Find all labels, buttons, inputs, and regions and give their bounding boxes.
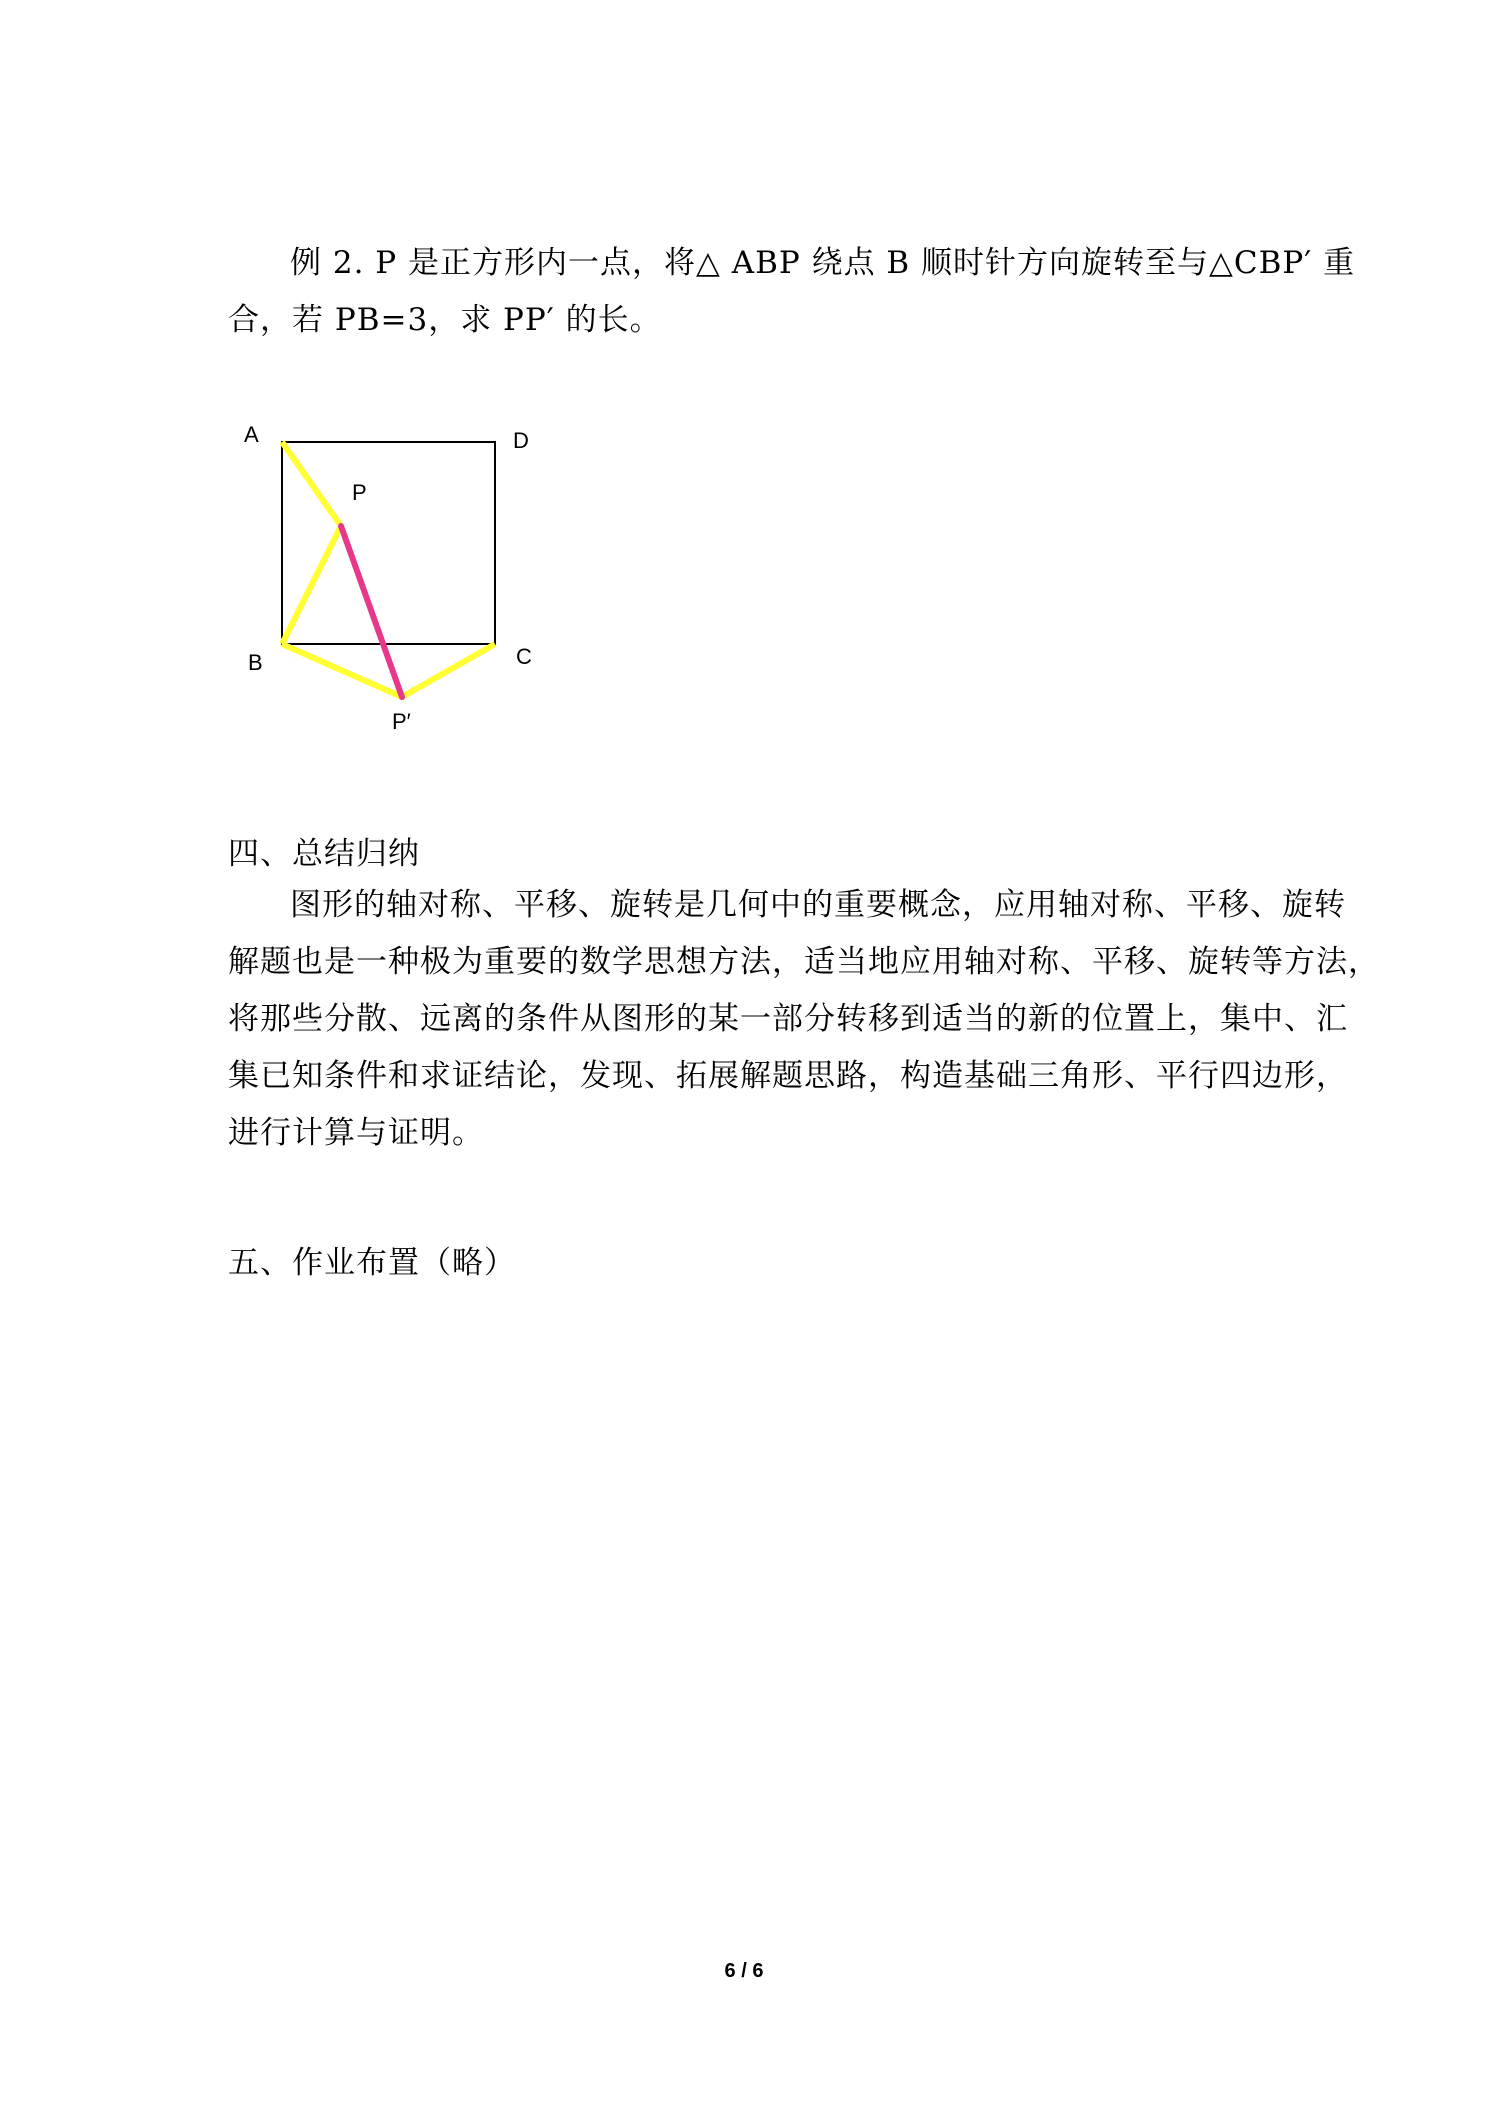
label-c: C (516, 644, 532, 669)
triangle-abp (282, 442, 341, 644)
section-4-heading-text: 四、总结归纳 (228, 836, 420, 872)
label-p-prime: P′ (392, 709, 411, 734)
summary-line-2: 解题也是一种极为重要的数学思想方法，适当地应用轴对称、平移、旋转等方法， (228, 944, 1380, 980)
square-abcd (282, 442, 495, 644)
example-line-2: 合，若 PB=3，求 PP′ 的长。 (228, 302, 662, 338)
label-p: P (352, 480, 367, 505)
label-a: A (244, 422, 259, 447)
summary-line-4: 集已知条件和求证结论，发现、拓展解题思路，构造基础三角形、平行四边形， (228, 1058, 1348, 1094)
section-4-heading (228, 826, 1258, 883)
label-d: D (513, 428, 529, 453)
section-5-heading (228, 1235, 1258, 1292)
page-number: 6 / 6 (724, 1960, 764, 1982)
label-b: B (248, 650, 263, 675)
summary-line-5: 进行计算与证明。 (228, 1115, 484, 1151)
section-5-heading-text: 五、作业布置（略） (228, 1245, 516, 1281)
summary-line-3: 将那些分散、远离的条件从图形的某一部分转移到适当的新的位置上，集中、汇 (228, 1001, 1348, 1037)
rotation-figure (230, 420, 560, 750)
example-2-problem (228, 235, 1356, 349)
summary-line-1: 图形的轴对称、平移、旋转是几何中的重要概念，应用轴对称、平移、旋转 (290, 887, 1346, 923)
example-line-1: 例 2. P 是正方形内一点，将△ ABP 绕点 B 顺时针方向旋转至与△CBP′ 重 (290, 245, 1356, 281)
section-4-body (228, 877, 1380, 1162)
